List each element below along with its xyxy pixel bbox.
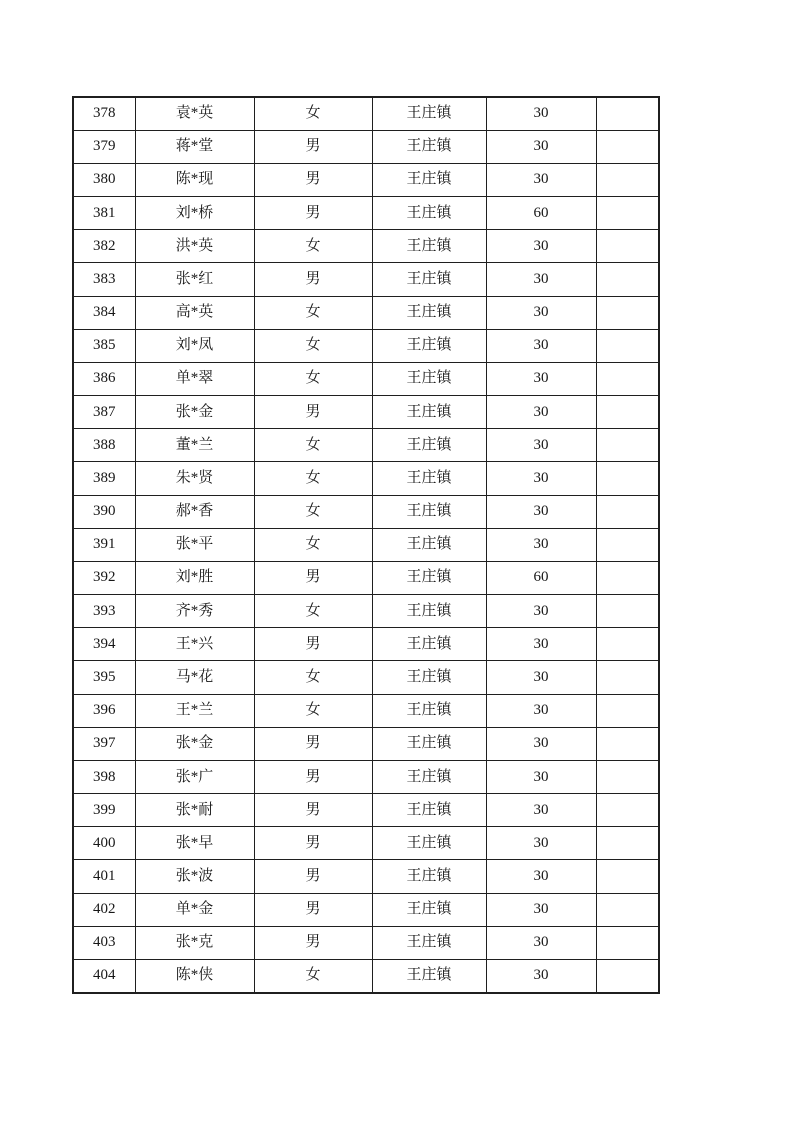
cell-person-name: 刘*胜 <box>135 561 254 594</box>
cell-person-name: 陈*现 <box>135 163 254 196</box>
cell-amount: 30 <box>486 163 596 196</box>
cell-amount: 30 <box>486 661 596 694</box>
table-row <box>73 661 659 694</box>
cell-person-name: 张*金 <box>135 727 254 760</box>
cell-serial-number: 391 <box>73 528 135 561</box>
cell-town: 王庄镇 <box>372 926 486 959</box>
cell-person-name: 洪*英 <box>135 230 254 263</box>
cell-gender: 女 <box>254 362 372 395</box>
table-row <box>73 794 659 827</box>
cell-blank <box>596 794 659 827</box>
cell-serial-number: 396 <box>73 694 135 727</box>
cell-gender: 女 <box>254 495 372 528</box>
cell-gender: 男 <box>254 263 372 296</box>
table-row <box>73 495 659 528</box>
cell-town: 王庄镇 <box>372 130 486 163</box>
cell-gender: 女 <box>254 296 372 329</box>
cell-person-name: 张*金 <box>135 396 254 429</box>
cell-town: 王庄镇 <box>372 197 486 230</box>
table-row <box>73 362 659 395</box>
cell-blank <box>596 661 659 694</box>
cell-serial-number: 381 <box>73 197 135 230</box>
cell-serial-number: 403 <box>73 926 135 959</box>
cell-person-name: 陈*侠 <box>135 959 254 993</box>
cell-serial-number: 389 <box>73 462 135 495</box>
cell-town: 王庄镇 <box>372 959 486 993</box>
cell-gender: 女 <box>254 694 372 727</box>
cell-person-name: 刘*凤 <box>135 329 254 362</box>
cell-serial-number: 397 <box>73 727 135 760</box>
cell-amount: 60 <box>486 561 596 594</box>
roster-table-body <box>73 97 659 993</box>
cell-serial-number: 378 <box>73 97 135 130</box>
table-row <box>73 263 659 296</box>
cell-town: 王庄镇 <box>372 661 486 694</box>
table-row <box>73 727 659 760</box>
cell-amount: 30 <box>486 860 596 893</box>
cell-gender: 男 <box>254 561 372 594</box>
cell-town: 王庄镇 <box>372 595 486 628</box>
cell-serial-number: 386 <box>73 362 135 395</box>
cell-serial-number: 402 <box>73 893 135 926</box>
table-row <box>73 230 659 263</box>
cell-blank <box>596 694 659 727</box>
cell-blank <box>596 528 659 561</box>
cell-blank <box>596 396 659 429</box>
cell-gender: 男 <box>254 130 372 163</box>
table-row <box>73 760 659 793</box>
cell-amount: 30 <box>486 230 596 263</box>
cell-town: 王庄镇 <box>372 462 486 495</box>
cell-gender: 男 <box>254 926 372 959</box>
cell-amount: 30 <box>486 794 596 827</box>
cell-person-name: 张*平 <box>135 528 254 561</box>
cell-blank <box>596 362 659 395</box>
cell-person-name: 董*兰 <box>135 429 254 462</box>
cell-amount: 30 <box>486 495 596 528</box>
cell-serial-number: 394 <box>73 628 135 661</box>
cell-person-name: 王*兴 <box>135 628 254 661</box>
cell-blank <box>596 595 659 628</box>
cell-serial-number: 395 <box>73 661 135 694</box>
cell-blank <box>596 959 659 993</box>
cell-gender: 男 <box>254 396 372 429</box>
table-row <box>73 296 659 329</box>
table-row <box>73 462 659 495</box>
cell-town: 王庄镇 <box>372 694 486 727</box>
cell-serial-number: 404 <box>73 959 135 993</box>
cell-person-name: 张*波 <box>135 860 254 893</box>
cell-person-name: 王*兰 <box>135 694 254 727</box>
table-row <box>73 694 659 727</box>
table-row <box>73 561 659 594</box>
cell-gender: 男 <box>254 827 372 860</box>
cell-amount: 60 <box>486 197 596 230</box>
cell-blank <box>596 926 659 959</box>
cell-amount: 30 <box>486 329 596 362</box>
cell-blank <box>596 296 659 329</box>
cell-town: 王庄镇 <box>372 429 486 462</box>
cell-serial-number: 383 <box>73 263 135 296</box>
cell-amount: 30 <box>486 959 596 993</box>
cell-town: 王庄镇 <box>372 263 486 296</box>
cell-town: 王庄镇 <box>372 628 486 661</box>
table-row <box>73 628 659 661</box>
cell-blank <box>596 163 659 196</box>
cell-gender: 女 <box>254 528 372 561</box>
cell-serial-number: 382 <box>73 230 135 263</box>
cell-person-name: 单*金 <box>135 893 254 926</box>
cell-amount: 30 <box>486 362 596 395</box>
cell-town: 王庄镇 <box>372 727 486 760</box>
cell-amount: 30 <box>486 893 596 926</box>
cell-blank <box>596 130 659 163</box>
cell-serial-number: 387 <box>73 396 135 429</box>
cell-town: 王庄镇 <box>372 163 486 196</box>
cell-amount: 30 <box>486 296 596 329</box>
cell-gender: 女 <box>254 429 372 462</box>
cell-serial-number: 398 <box>73 760 135 793</box>
cell-amount: 30 <box>486 727 596 760</box>
cell-blank <box>596 561 659 594</box>
cell-blank <box>596 628 659 661</box>
cell-serial-number: 399 <box>73 794 135 827</box>
cell-person-name: 张*早 <box>135 827 254 860</box>
cell-town: 王庄镇 <box>372 561 486 594</box>
cell-amount: 30 <box>486 429 596 462</box>
table-row <box>73 595 659 628</box>
cell-gender: 女 <box>254 661 372 694</box>
cell-person-name: 袁*英 <box>135 97 254 130</box>
cell-town: 王庄镇 <box>372 760 486 793</box>
cell-amount: 30 <box>486 595 596 628</box>
cell-amount: 30 <box>486 694 596 727</box>
cell-town: 王庄镇 <box>372 794 486 827</box>
cell-amount: 30 <box>486 926 596 959</box>
cell-town: 王庄镇 <box>372 495 486 528</box>
cell-blank <box>596 97 659 130</box>
cell-blank <box>596 860 659 893</box>
cell-person-name: 马*花 <box>135 661 254 694</box>
cell-person-name: 郝*香 <box>135 495 254 528</box>
table-row <box>73 429 659 462</box>
cell-amount: 30 <box>486 130 596 163</box>
cell-blank <box>596 329 659 362</box>
cell-gender: 女 <box>254 230 372 263</box>
cell-amount: 30 <box>486 263 596 296</box>
cell-person-name: 蒋*堂 <box>135 130 254 163</box>
cell-blank <box>596 727 659 760</box>
table-row <box>73 926 659 959</box>
cell-serial-number: 388 <box>73 429 135 462</box>
cell-gender: 女 <box>254 462 372 495</box>
table-row <box>73 197 659 230</box>
cell-gender: 男 <box>254 163 372 196</box>
cell-person-name: 刘*桥 <box>135 197 254 230</box>
cell-serial-number: 385 <box>73 329 135 362</box>
cell-serial-number: 384 <box>73 296 135 329</box>
cell-amount: 30 <box>486 396 596 429</box>
cell-gender: 男 <box>254 893 372 926</box>
cell-town: 王庄镇 <box>372 893 486 926</box>
cell-serial-number: 392 <box>73 561 135 594</box>
cell-town: 王庄镇 <box>372 230 486 263</box>
table-row <box>73 329 659 362</box>
cell-person-name: 齐*秀 <box>135 595 254 628</box>
cell-blank <box>596 230 659 263</box>
cell-gender: 男 <box>254 860 372 893</box>
cell-town: 王庄镇 <box>372 97 486 130</box>
cell-amount: 30 <box>486 462 596 495</box>
cell-amount: 30 <box>486 97 596 130</box>
cell-gender: 女 <box>254 329 372 362</box>
cell-blank <box>596 760 659 793</box>
cell-town: 王庄镇 <box>372 396 486 429</box>
cell-serial-number: 390 <box>73 495 135 528</box>
table-row <box>73 97 659 130</box>
cell-person-name: 单*翠 <box>135 362 254 395</box>
cell-town: 王庄镇 <box>372 827 486 860</box>
cell-person-name: 张*耐 <box>135 794 254 827</box>
cell-blank <box>596 429 659 462</box>
cell-blank <box>596 893 659 926</box>
cell-person-name: 朱*贤 <box>135 462 254 495</box>
cell-person-name: 张*红 <box>135 263 254 296</box>
cell-person-name: 张*广 <box>135 760 254 793</box>
cell-serial-number: 400 <box>73 827 135 860</box>
table-row <box>73 396 659 429</box>
cell-gender: 女 <box>254 959 372 993</box>
cell-gender: 男 <box>254 727 372 760</box>
cell-serial-number: 380 <box>73 163 135 196</box>
cell-gender: 男 <box>254 760 372 793</box>
table-row <box>73 163 659 196</box>
cell-gender: 男 <box>254 197 372 230</box>
cell-serial-number: 379 <box>73 130 135 163</box>
cell-gender: 女 <box>254 97 372 130</box>
cell-town: 王庄镇 <box>372 362 486 395</box>
cell-amount: 30 <box>486 760 596 793</box>
table-row <box>73 827 659 860</box>
cell-town: 王庄镇 <box>372 860 486 893</box>
cell-serial-number: 401 <box>73 860 135 893</box>
table-row <box>73 860 659 893</box>
roster-table <box>72 96 660 994</box>
cell-blank <box>596 827 659 860</box>
cell-town: 王庄镇 <box>372 528 486 561</box>
cell-blank <box>596 495 659 528</box>
cell-blank <box>596 197 659 230</box>
cell-town: 王庄镇 <box>372 296 486 329</box>
cell-serial-number: 393 <box>73 595 135 628</box>
cell-blank <box>596 263 659 296</box>
cell-gender: 男 <box>254 794 372 827</box>
cell-blank <box>596 462 659 495</box>
cell-person-name: 张*克 <box>135 926 254 959</box>
cell-gender: 女 <box>254 595 372 628</box>
table-row <box>73 528 659 561</box>
table-row <box>73 959 659 993</box>
cell-amount: 30 <box>486 827 596 860</box>
cell-person-name: 高*英 <box>135 296 254 329</box>
cell-amount: 30 <box>486 628 596 661</box>
table-row <box>73 893 659 926</box>
cell-town: 王庄镇 <box>372 329 486 362</box>
cell-amount: 30 <box>486 528 596 561</box>
cell-gender: 男 <box>254 628 372 661</box>
table-row <box>73 130 659 163</box>
